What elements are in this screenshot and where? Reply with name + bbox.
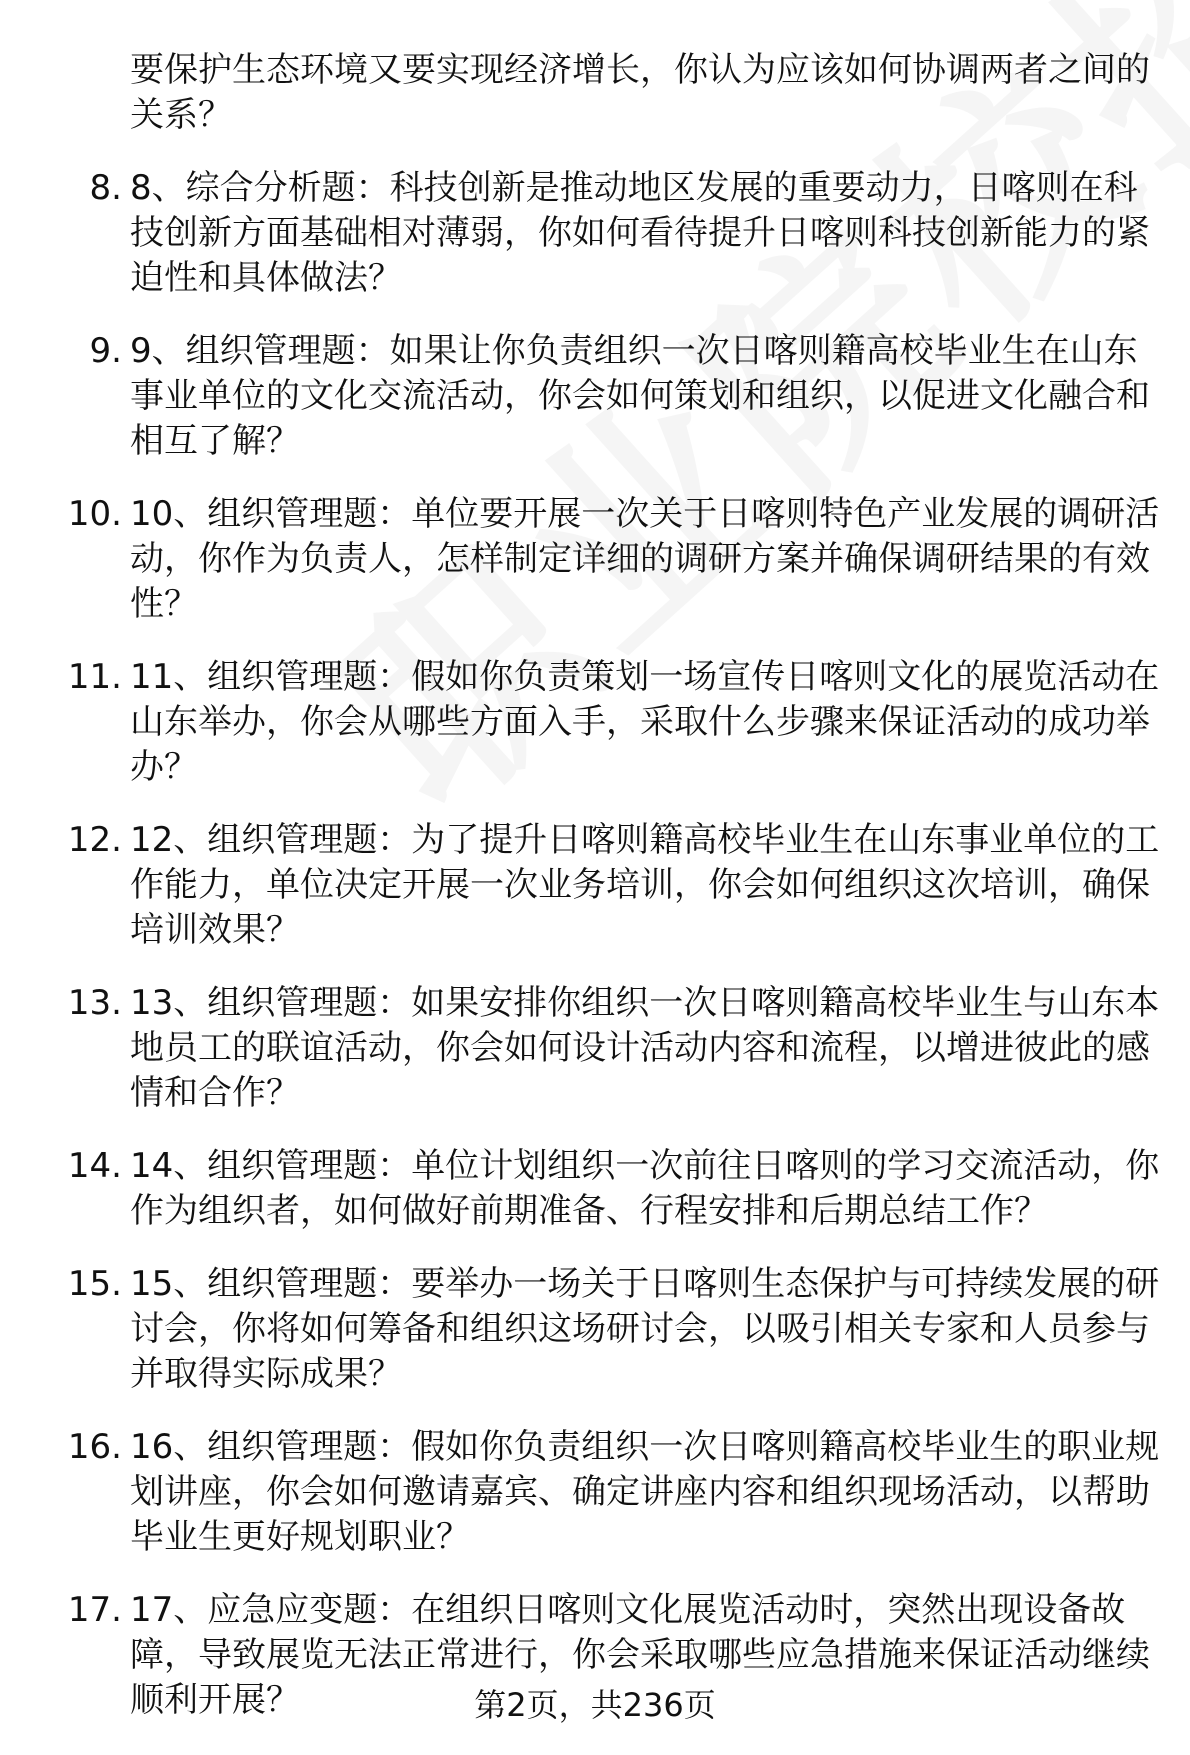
item-number: 8. bbox=[89, 168, 122, 208]
item-number: 13. bbox=[67, 983, 122, 1023]
list-item bbox=[67, 1425, 1170, 1560]
item-number: 10. bbox=[67, 494, 122, 534]
item-text: 8、综合分析题：科技创新是推动地区发展的重要动力，日喀则在科技创新方面基础相对薄弱，你如何看待提升日喀则科技创新能力的紧迫性和具体做法？ bbox=[130, 168, 1150, 298]
item-text: 9、组织管理题：如果让你负责组织一次日喀则籍高校毕业生在山东事业单位的文化交流活动，你会如何策划和组织，以促进文化融合和相互了解？ bbox=[130, 331, 1150, 461]
item-text: 14、组织管理题：单位计划组织一次前往日喀则的学习交流活动，你作为组织者，如何做好前期准备、行程安排和后期总结工作？ bbox=[130, 1146, 1160, 1231]
item-number: 16. bbox=[67, 1427, 122, 1467]
list-item bbox=[67, 1262, 1170, 1397]
item-text: 16、组织管理题：假如你负责组织一次日喀则籍高校毕业生的职业规划讲座，你会如何邀请嘉宾、确定讲座内容和组织现场活动，以帮助毕业生更好规划职业？ bbox=[130, 1427, 1160, 1557]
list-item bbox=[67, 981, 1170, 1116]
list-item bbox=[89, 329, 1170, 464]
item-number: 12. bbox=[67, 820, 122, 860]
item-text: 12、组织管理题：为了提升日喀则籍高校毕业生在山东事业单位的工作能力，单位决定开展一次业务培训，你会如何组织这次培训，确保培训效果？ bbox=[130, 820, 1160, 950]
item-text: 15、组织管理题：要举办一场关于日喀则生态保护与可持续发展的研讨会，你将如何筹备和组织这场研讨会，以吸引相关专家和人员参与并取得实际成果？ bbox=[130, 1264, 1160, 1394]
item-number: 17. bbox=[67, 1590, 122, 1630]
item-number: 15. bbox=[67, 1264, 122, 1304]
list-item bbox=[89, 166, 1170, 301]
item-number: 11. bbox=[67, 657, 122, 697]
item-text: 11、组织管理题：假如你负责策划一场宣传日喀则文化的展览活动在山东举办，你会从哪些方面入手，采取什么步骤来保证活动的成功举办？ bbox=[130, 657, 1160, 787]
item-number: 9. bbox=[89, 331, 122, 371]
list-item bbox=[67, 818, 1170, 953]
item-text: 10、组织管理题：单位要开展一次关于日喀则特色产业发展的调研活动，你作为负责人，怎样制定详细的调研方案并确保调研结果的有效性？ bbox=[130, 494, 1160, 624]
item-text: 13、组织管理题：如果安排你组织一次日喀则籍高校毕业生与山东本地员工的联谊活动，你会如何设计活动内容和流程，以增进彼此的感情和合作？ bbox=[130, 983, 1160, 1113]
page-footer: 第2页，共236页 bbox=[474, 1686, 716, 1724]
list-item bbox=[67, 655, 1170, 790]
question-list bbox=[0, 48, 1190, 1751]
item-number: 14. bbox=[67, 1146, 122, 1186]
list-item bbox=[67, 492, 1170, 627]
item-text: 17、应急应变题：在组织日喀则文化展览活动时，突然出现设备故障，导致展览无法正常进行，你会采取哪些应急措施来保证活动继续顺利开展？ bbox=[130, 1590, 1150, 1720]
continued-question-text: 要保护生态环境又要实现经济增长，你认为应该如何协调两者之间的关系？ bbox=[130, 50, 1150, 135]
list-item bbox=[67, 1144, 1170, 1234]
